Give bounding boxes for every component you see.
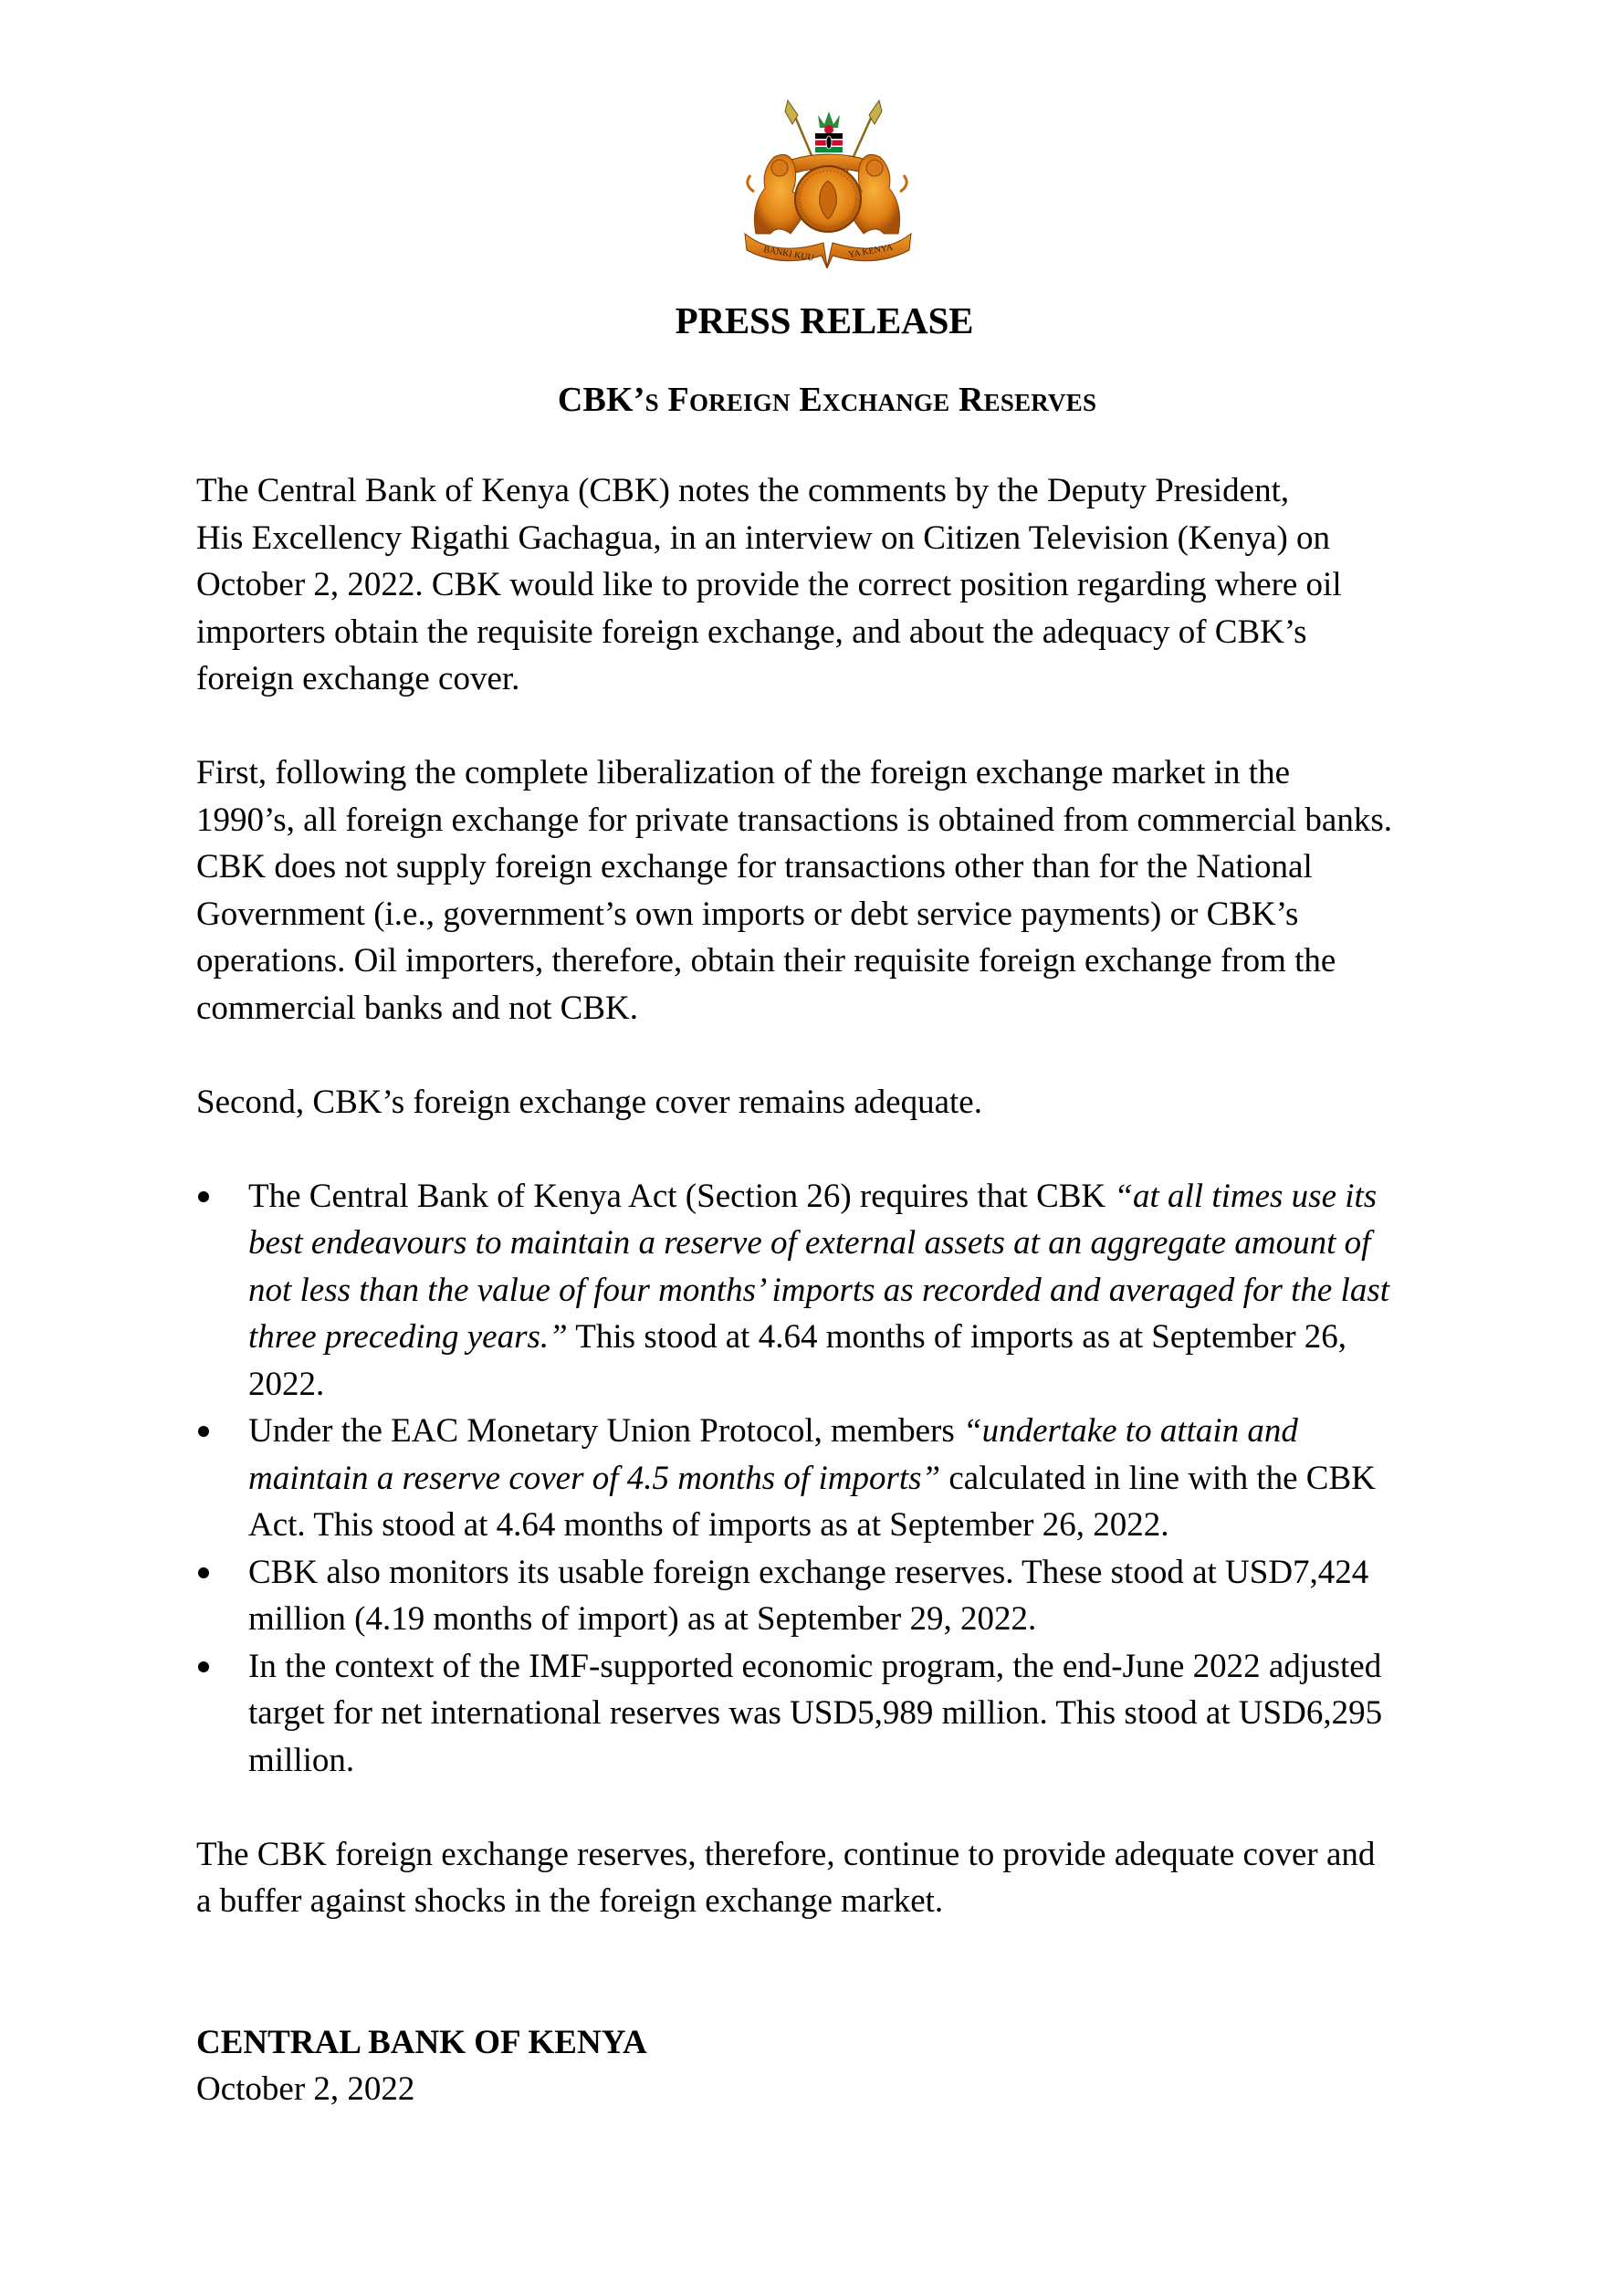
bullet-line [248, 1596, 1474, 1643]
text-line: commercial banks and not CBK. [196, 989, 638, 1027]
bullet-text: million (4.19 months of import) as at September 29, 2022. [248, 1600, 1037, 1638]
text-line: Second, CBK’s foreign exchange cover remains adequate. [196, 1083, 982, 1121]
page-subtitle: CBK’s Foreign Exchange Reserves [557, 381, 1097, 419]
bullet-item [196, 1643, 1474, 1785]
bullet-text: CBK also monitors its usable foreign exchange reserves. These stood at USD7,424 [248, 1553, 1369, 1591]
bullet-line [248, 1643, 1474, 1691]
bullet-item [196, 1549, 1474, 1643]
signature-date: October 2, 2022 [196, 2070, 415, 2108]
bullet-item [196, 1173, 1474, 1409]
bullet-text: target for net international reserves was USD5,989 million. This stood at USD6,295 [248, 1694, 1383, 1732]
bullet-dot-icon [198, 1191, 209, 1202]
quoted-italic-text: maintain a reserve cover of 4.5 months of imports” [248, 1459, 941, 1497]
bullet-line [248, 1549, 1474, 1597]
kenya-flag [815, 133, 843, 152]
bullet-text: million. [248, 1741, 355, 1779]
first-point-paragraph [196, 749, 1474, 1032]
text-line: CBK does not supply foreign exchange for transactions other than for the National [196, 848, 1313, 885]
quoted-italic-text: “at all times use its [1114, 1177, 1378, 1215]
text-line: Government (i.e., government’s own imports or debt service payments) or CBK’s [196, 895, 1299, 933]
bullet-text: This stood at 4.64 months of imports as at September 26, [567, 1318, 1347, 1356]
coat-of-arms-icon [738, 97, 917, 268]
bullet-line [248, 1408, 1474, 1455]
bullet-line [248, 1690, 1474, 1737]
cbk-coat-of-arms-logo [738, 97, 917, 268]
bullet-line [248, 1361, 1474, 1409]
text-line: First, following the complete liberalization of the foreign exchange market in the [196, 754, 1291, 791]
motto-left-text: BANKI KUU [762, 245, 815, 264]
bullet-item [196, 1408, 1474, 1549]
bullet-line [248, 1220, 1474, 1267]
quoted-italic-text: not less than the value of four months’ imports as recorded and averaged for the last [248, 1271, 1390, 1309]
second-point-paragraph [196, 1079, 1474, 1126]
text-line: 1990’s, all foreign exchange for private transactions is obtained from commercial banks. [196, 801, 1392, 839]
intro-paragraph [196, 467, 1474, 703]
page-title: PRESS RELEASE [675, 299, 974, 341]
bullet-line [248, 1173, 1474, 1221]
bullet-text: In the context of the IMF-supported economic program, the end-June 2022 adjusted [248, 1647, 1382, 1685]
text-line: The CBK foreign exchange reserves, therefore, continue to provide adequate cover and [196, 1835, 1376, 1873]
quoted-italic-text: “undertake to attain and [963, 1412, 1298, 1450]
signature-block [196, 2019, 1474, 2113]
bullet-dot-icon [198, 1661, 209, 1672]
signature-organization: CENTRAL BANK OF KENYA [196, 2023, 647, 2061]
text-line: importers obtain the requisite foreign exchange, and about the adequacy of CBK’s [196, 613, 1307, 651]
bullet-text: The Central Bank of Kenya Act (Section 26) requires that CBK [248, 1177, 1115, 1215]
crest [818, 111, 840, 134]
motto-right-text: YA KENYA [847, 242, 894, 260]
medallion [795, 166, 861, 232]
bullet-line [248, 1314, 1474, 1361]
quoted-italic-text: best endeavours to maintain a reserve of external assets at an aggregate amount of [248, 1224, 1371, 1262]
bullet-text: Act. This stood at 4.64 months of imports as at September 26, 2022. [248, 1506, 1169, 1544]
bullet-line [248, 1737, 1474, 1785]
bullet-line [248, 1455, 1474, 1503]
text-line: October 2, 2022. CBK would like to provide the correct position regarding where oil [196, 566, 1342, 603]
closing-paragraph [196, 1831, 1474, 1925]
bullet-line [248, 1267, 1474, 1315]
bullet-line [248, 1502, 1474, 1549]
text-line: His Excellency Rigathi Gachagua, in an interview on Citizen Television (Kenya) on [196, 519, 1331, 557]
bullet-dot-icon [198, 1426, 209, 1437]
bullet-text: 2022. [248, 1365, 325, 1403]
motto-ribbon [745, 234, 911, 268]
bullet-text: calculated in line with the CBK [940, 1459, 1376, 1497]
reserves-bullet-list [196, 1173, 1474, 1785]
text-line: a buffer against shocks in the foreign exchange market. [196, 1882, 944, 1920]
bullet-dot-icon [198, 1567, 209, 1578]
bullet-text: Under the EAC Monetary Union Protocol, members [248, 1412, 964, 1450]
text-line: operations. Oil importers, therefore, obtain their requisite foreign exchange from the [196, 942, 1336, 980]
press-release-body [196, 467, 1474, 2113]
text-line: foreign exchange cover. [196, 660, 520, 697]
quoted-italic-text: three preceding years.” [248, 1318, 568, 1356]
text-line: The Central Bank of Kenya (CBK) notes the comments by the Deputy President, [196, 472, 1290, 509]
